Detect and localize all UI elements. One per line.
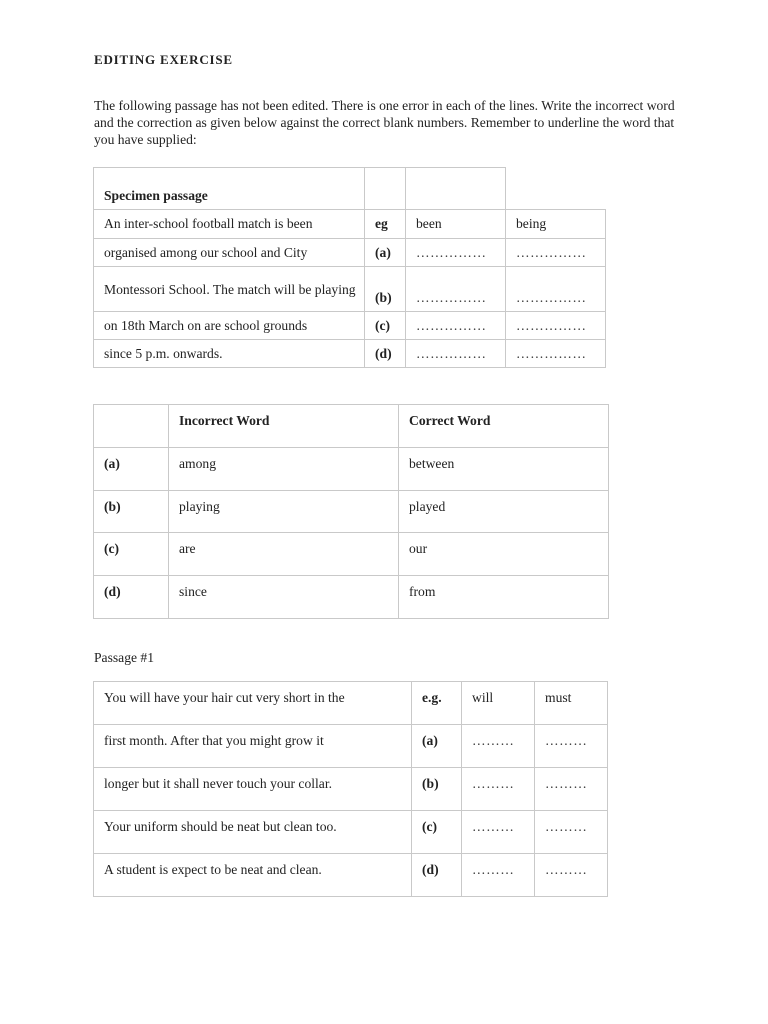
correct-word-blank: ………	[535, 725, 608, 768]
table-row	[94, 533, 609, 576]
incorrect-word-blank: ………	[462, 811, 535, 854]
incorrect-word-blank: ……………	[406, 239, 506, 267]
incorrect-word: playing	[169, 491, 399, 533]
blank-label: (c)	[412, 811, 462, 854]
passage-line: longer but it shall never touch your collar.	[94, 768, 412, 811]
incorrect-word-blank: ………	[462, 725, 535, 768]
table-row	[94, 854, 608, 897]
table-row	[94, 725, 608, 768]
blank-label: (b)	[365, 267, 406, 312]
page-title: EDITING EXERCISE	[94, 52, 233, 67]
incorrect-word-blank: ……………	[406, 267, 506, 312]
answers-table	[93, 404, 609, 619]
correct-word: between	[399, 448, 609, 491]
table-header-row	[94, 405, 609, 448]
header-incorrect-word: Incorrect Word	[169, 405, 399, 448]
table-row	[94, 491, 609, 533]
passage-1-table	[93, 681, 608, 897]
table-row	[94, 239, 606, 267]
incorrect-word-blank: ………	[462, 854, 535, 897]
table-row	[94, 811, 608, 854]
blank-label: (b)	[94, 491, 169, 533]
table-row	[94, 312, 606, 340]
table-row	[94, 576, 609, 619]
passage-label: Passage #1	[94, 650, 155, 665]
correct-word-blank: ……………	[506, 312, 606, 340]
correct-word-blank: ………	[535, 811, 608, 854]
blank-label: eg	[365, 210, 406, 239]
table-row	[94, 768, 608, 811]
blank-label: (d)	[365, 340, 406, 368]
incorrect-word-blank: ……………	[406, 340, 506, 368]
blank-label: (d)	[412, 854, 462, 897]
correct-word: must	[535, 682, 608, 725]
incorrect-word: will	[462, 682, 535, 725]
blank-label: (a)	[94, 448, 169, 491]
correct-word-blank: ……………	[506, 239, 606, 267]
table-row	[94, 448, 609, 491]
correct-word: being	[506, 210, 606, 239]
passage-line: organised among our school and City	[94, 239, 365, 267]
passage-line: Montessori School. The match will be playing	[94, 267, 365, 312]
passage-line: An inter-school football match is been	[94, 210, 365, 239]
table-row	[94, 210, 606, 239]
incorrect-word: been	[406, 210, 506, 239]
incorrect-word: are	[169, 533, 399, 576]
table-row	[94, 340, 606, 368]
blank-label: e.g.	[412, 682, 462, 725]
blank-label: (a)	[365, 239, 406, 267]
passage-line: since 5 p.m. onwards.	[94, 340, 365, 368]
incorrect-word: among	[169, 448, 399, 491]
passage-line: on 18th March on are school grounds	[94, 312, 365, 340]
passage-line: Your uniform should be neat but clean too.	[94, 811, 412, 854]
header-label	[94, 405, 169, 448]
correct-word-blank: ……………	[506, 267, 606, 312]
table-row	[94, 682, 608, 725]
passage-line: first month. After that you might grow it	[94, 725, 412, 768]
passage-line: A student is expect to be neat and clean.	[94, 854, 412, 897]
blank-label: (a)	[412, 725, 462, 768]
table-row	[94, 267, 606, 312]
blank-label: (b)	[412, 768, 462, 811]
header-correct-word: Correct Word	[399, 405, 609, 448]
specimen-table	[93, 167, 606, 368]
blank-label: (d)	[94, 576, 169, 619]
passage-line: You will have your hair cut very short in the	[94, 682, 412, 725]
instructions: The following passage has not been edited. There is one error in each of the lines. Write the incorrect word and the correction as given below against the correct blank numbers. Remember to underline the word that you have supplied:	[94, 98, 675, 147]
specimen-heading: Specimen passage	[94, 168, 365, 210]
blank-label: (c)	[94, 533, 169, 576]
incorrect-word: since	[169, 576, 399, 619]
correct-word-blank: ………	[535, 854, 608, 897]
correct-word-blank: ……………	[506, 340, 606, 368]
incorrect-word-blank: ……………	[406, 312, 506, 340]
correct-word-blank: ………	[535, 768, 608, 811]
correct-word: our	[399, 533, 609, 576]
blank-label: (c)	[365, 312, 406, 340]
correct-word: from	[399, 576, 609, 619]
incorrect-word-blank: ………	[462, 768, 535, 811]
correct-word: played	[399, 491, 609, 533]
